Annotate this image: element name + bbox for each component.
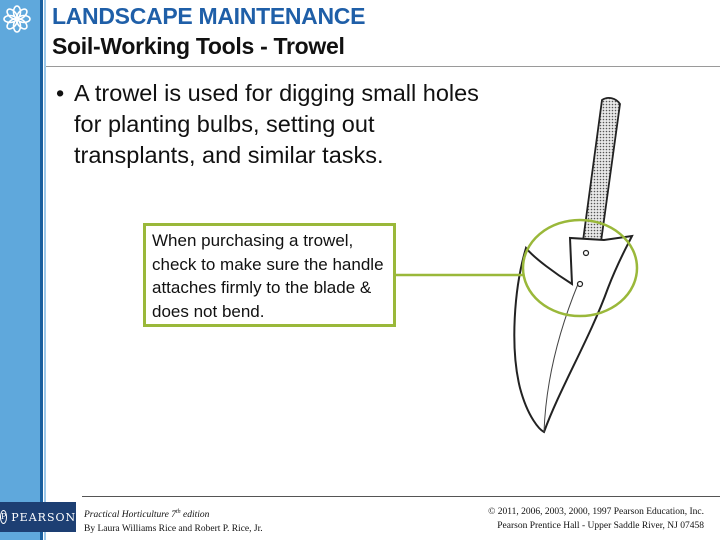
footer-divider [82,496,720,497]
flower-icon [2,4,32,34]
sidebar-divider-light [44,0,46,540]
title-divider [46,66,720,67]
copyright-text: © 2011, 2006, 2003, 2000, 1997 Pearson Education, Inc. [488,507,704,517]
callout-connector [396,270,526,280]
bullet-dot: • [56,80,65,106]
publisher-text: Pearson Prentice Hall - Upper Saddle River, NJ 07458 [497,521,704,531]
footer-book-info [84,505,263,536]
slide-title: LANDSCAPE MAINTENANCE [52,3,366,29]
callout-text: When purchasing a trowel, check to make sure the handle attaches firmly to the blade & does not bend. [152,231,384,321]
logo-text: PEARSON [11,510,77,524]
pearson-mark-icon: P [0,510,7,524]
bullet-point [56,78,496,171]
sidebar-band [0,0,40,540]
footer-copyright [488,505,704,533]
bullet-text: A trowel is used for digging small holes for planting bulbs, setting out transplants, and similar tasks. [74,80,479,168]
book-authors: By Laura Williams Rice and Robert P. Rice, Jr. [84,524,263,535]
sidebar-divider [40,0,43,540]
book-title: Practical Horticulture 7th edition [84,509,210,521]
trowel-illustration [500,88,660,438]
slide-subtitle: Soil-Working Tools - Trowel [52,33,345,59]
pearson-logo [0,502,76,532]
callout-box [143,223,396,327]
